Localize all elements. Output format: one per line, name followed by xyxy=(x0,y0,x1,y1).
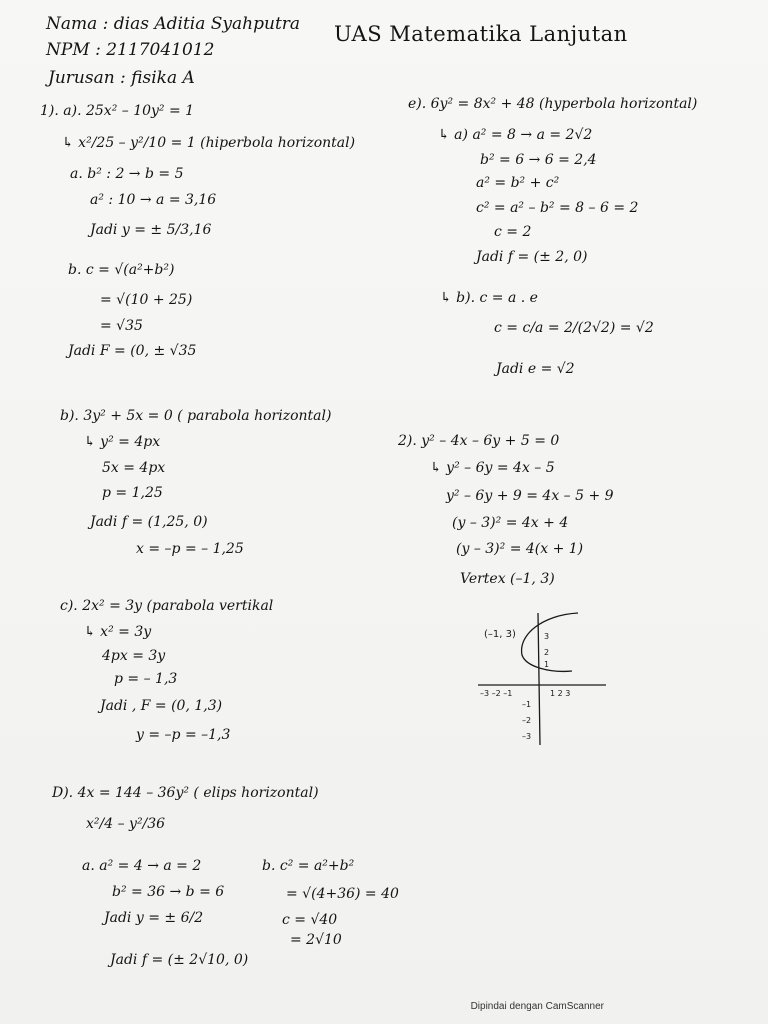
q1a-equation: 1). a). 25x² – 10y² = 1 xyxy=(40,103,195,119)
q1b-step: 5x = 4px xyxy=(102,460,166,476)
q1c-step: 4px = 3y xyxy=(102,648,166,664)
q1c-directrix: y = –p = –1,3 xyxy=(136,727,231,743)
scanner-watermark: Dipindai dengan CamScanner xyxy=(470,1001,604,1012)
q1d-asymptote: Jadi y = ± 6/2 xyxy=(104,910,204,926)
q1d-focus: Jadi f = (± 2√10, 0) xyxy=(110,952,249,968)
q1c-focus: Jadi , F = (0, 1,3) xyxy=(100,698,223,714)
student-name: Nama : dias Aditia Syahputra xyxy=(46,14,301,34)
y-tick-1: 1 xyxy=(544,660,550,669)
q1d-standard-form: x²/4 – y²/36 xyxy=(86,816,166,832)
q2-step1: ↳ y² – 6y = 4x – 5 xyxy=(430,460,555,476)
student-major: Jurusan : fisika A xyxy=(48,68,195,88)
q1e-equation: e). 6y² = 8x² + 48 (hyperbola horizontal) xyxy=(408,96,698,112)
q1e-c-squared: c² = a² – b² = 8 – 6 = 2 xyxy=(476,200,639,216)
y-tick-neg2: –2 xyxy=(522,716,532,725)
q1d-b: b² = 36 → b = 6 xyxy=(112,884,225,900)
student-npm: NPM : 2117041012 xyxy=(46,40,215,60)
x-pos-ticks: 1 2 3 xyxy=(550,689,571,698)
q1c-p: p = – 1,3 xyxy=(114,671,178,687)
q1a-c-step: = √(10 + 25) xyxy=(100,292,193,308)
q1b-equation: b). 3y² + 5x = 0 ( parabola horizontal) xyxy=(60,408,332,424)
q1d-c-step: = √(4+36) = 40 xyxy=(286,886,399,902)
q2-step3: (y – 3)² = 4x + 4 xyxy=(452,515,569,531)
q1d-c-formula: b. c² = a²+b² xyxy=(262,858,355,874)
q2-vertex: Vertex (–1, 3) xyxy=(460,571,555,587)
q1d-equation: D). 4x = 144 – 36y² ( elips horizontal) xyxy=(52,785,319,801)
q1e-c: c = 2 xyxy=(494,224,532,240)
q1b-p: p = 1,25 xyxy=(102,485,163,501)
q2-equation: 2). y² – 4x – 6y + 5 = 0 xyxy=(398,433,560,449)
q1a-asymptote: Jadi y = ± 5/3,16 xyxy=(90,222,212,238)
q1e-eccentricity-formula: ↳ b). c = a . e xyxy=(440,290,538,306)
x-neg-ticks: –3 –2 –1 xyxy=(480,689,513,698)
q1a-c-value: = √35 xyxy=(100,318,143,334)
q1e-eccentricity-step: c = c/a = 2/(2√2) = √2 xyxy=(494,320,654,336)
q1e-a: ↳ a) a² = 8 → a = 2√2 xyxy=(438,127,593,143)
q2-step4: (y – 3)² = 4(x + 1) xyxy=(456,541,584,557)
q1d-a: a. a² = 4 → a = 2 xyxy=(82,858,202,874)
y-tick-neg1: –1 xyxy=(522,700,532,709)
q1e-b: b² = 6 → 6 = 2,4 xyxy=(480,152,597,168)
q1e-relation: a² = b² + c² xyxy=(476,175,560,191)
q1d-c-root: c = √40 xyxy=(282,912,338,928)
page-title: UAS Matematika Lanjutan xyxy=(334,22,628,46)
q1a-b: a. b² : 2 → b = 5 xyxy=(70,166,184,182)
q1a-c-formula: b. c = √(a²+b²) xyxy=(68,262,175,278)
q1b-focus: Jadi f = (1,25, 0) xyxy=(90,514,208,530)
q1c-equation: c). 2x² = 3y (parabola vertikal xyxy=(60,598,274,614)
q1b-standard-form: ↳ y² = 4px xyxy=(84,434,161,450)
parabola-graph xyxy=(470,605,620,750)
q1c-standard-form: ↳ x² = 3y xyxy=(84,624,152,640)
y-tick-neg3: –3 xyxy=(522,732,532,741)
y-tick-3: 3 xyxy=(544,632,550,641)
q1b-directrix: x = –p = – 1,25 xyxy=(136,541,244,557)
q1a-focus: Jadi F = (0, ± √35 xyxy=(68,343,197,359)
vertex-label: (–1, 3) xyxy=(484,629,516,640)
y-axis xyxy=(538,613,540,745)
parabola-curve xyxy=(522,613,578,671)
q2-step2: y² – 6y + 9 = 4x – 5 + 9 xyxy=(446,488,614,504)
q1e-focus: Jadi f = (± 2, 0) xyxy=(476,249,588,265)
q1d-c-value: = 2√10 xyxy=(290,932,342,948)
q1a-standard-form: ↳ x²/25 – y²/10 = 1 (hiperbola horizontal) xyxy=(62,135,356,151)
q1a-a: a² : 10 → a = 3,16 xyxy=(90,192,217,208)
q1e-eccentricity: Jadi e = √2 xyxy=(496,361,575,377)
y-tick-2: 2 xyxy=(544,648,550,657)
